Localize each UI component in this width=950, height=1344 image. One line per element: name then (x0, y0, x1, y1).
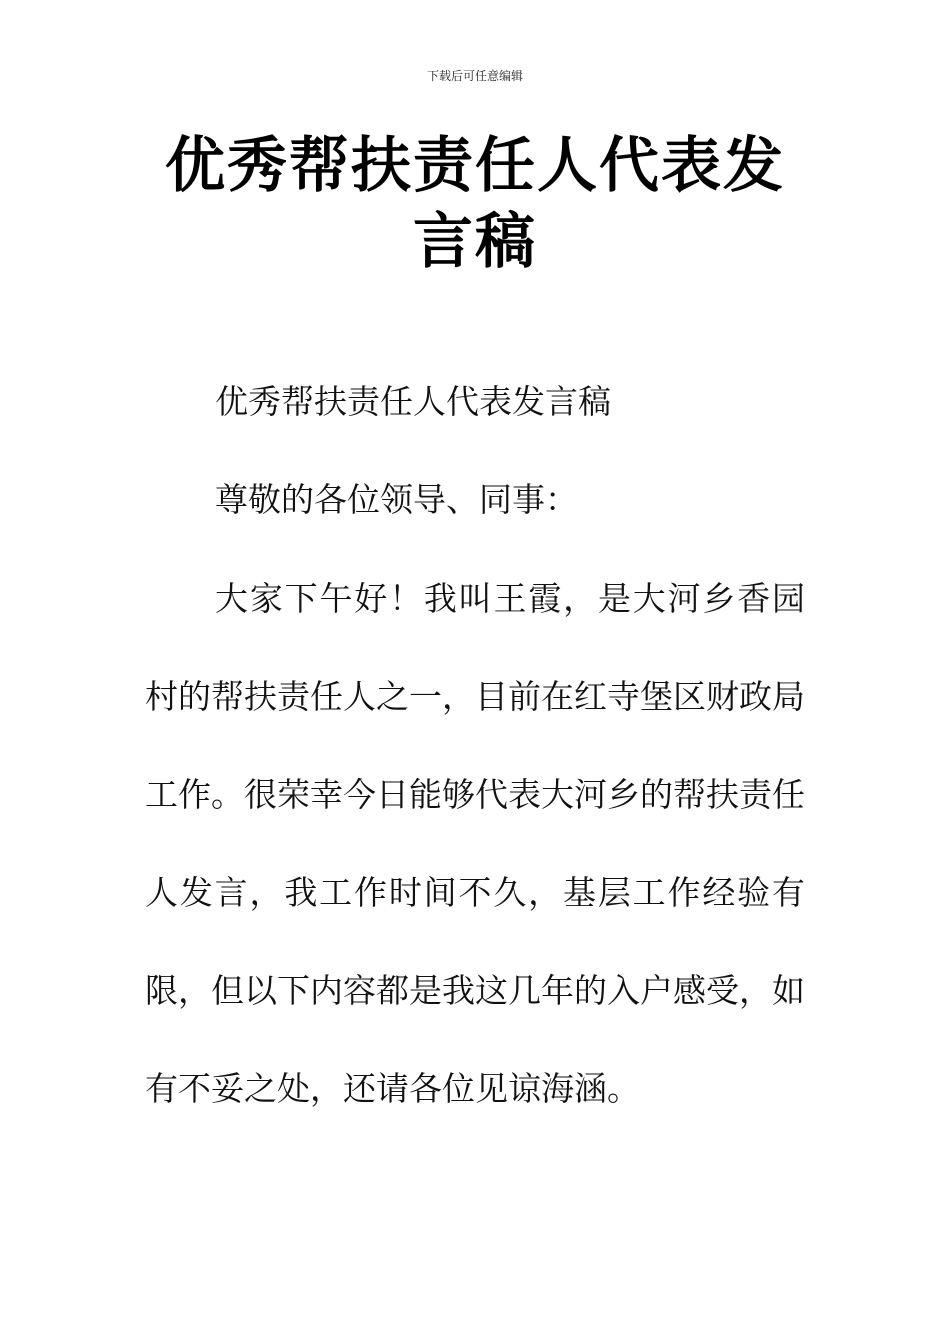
document-title: 优秀帮扶责任人代表发言稿 (165, 131, 785, 277)
greeting-line: 尊敬的各位领导、同事： (215, 480, 578, 519)
document-subtitle: 优秀帮扶责任人代表发言稿 (215, 382, 611, 421)
body-paragraph: 大家下午好！我叫王霞，是大河乡香园村的帮扶责任人之一，目前在红寺堡区财政局工作。很荣幸今日能够代表大河乡的帮扶责任人发言，我工作时间不久，基层工作经验有限，但以下内容都是我这几年的入户感受，如有不妥之处，还请各位见谅海涵。 (145, 579, 805, 1108)
header-note: 下载后可任意编辑 (426, 69, 523, 83)
